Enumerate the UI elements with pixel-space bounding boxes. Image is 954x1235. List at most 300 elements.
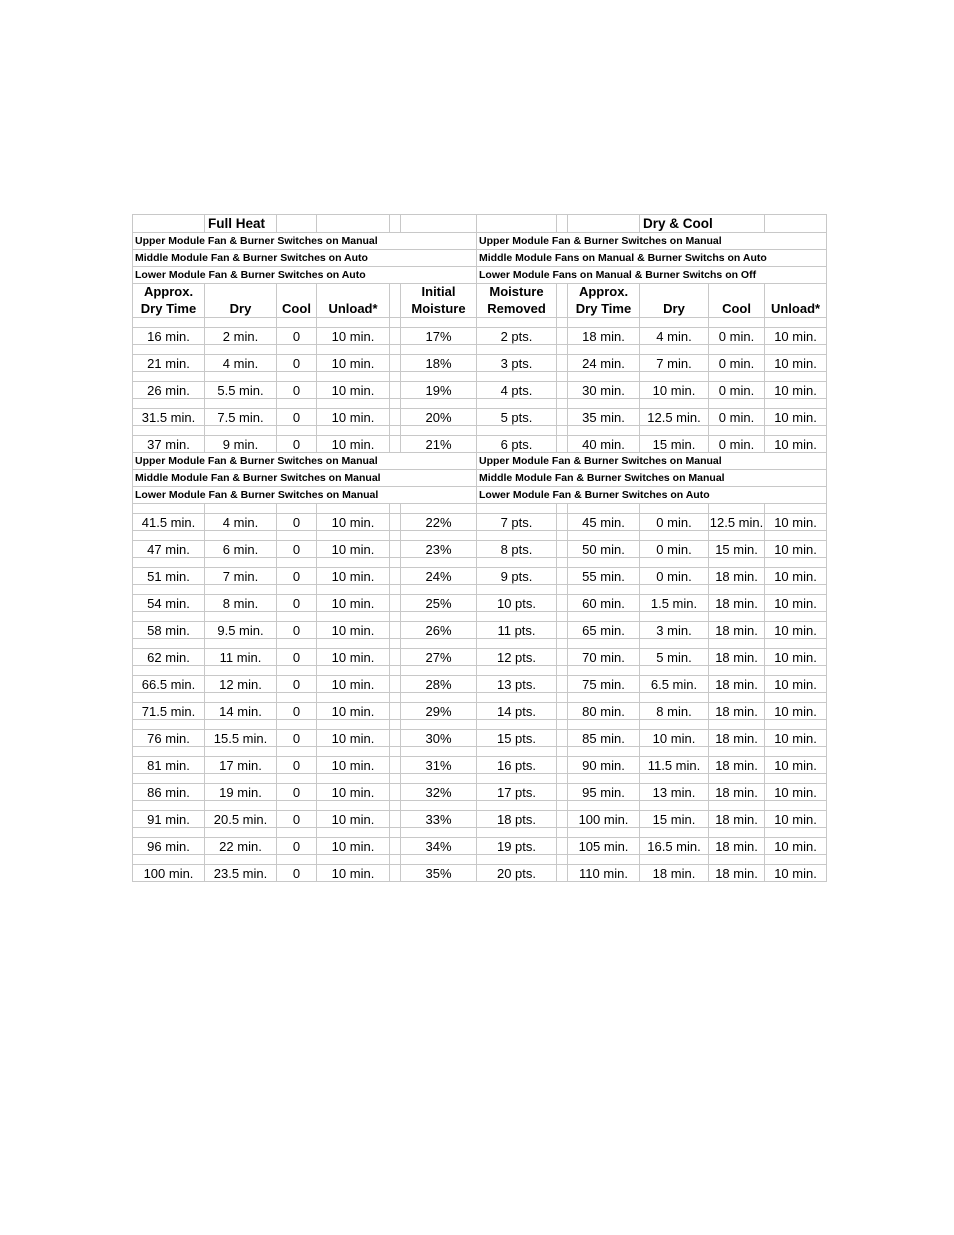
grid-cell (568, 426, 640, 436)
grid-cell (390, 382, 401, 399)
data-cell: 0 min. (640, 568, 709, 585)
table-row (133, 568, 827, 585)
data-cell: 18 min. (709, 622, 765, 639)
grid-cell (205, 639, 277, 649)
grid-cell (205, 855, 277, 865)
grid-cell (557, 541, 568, 558)
grid-cell (557, 828, 568, 838)
grid-cell (709, 585, 765, 595)
data-cell: 66.5 min. (133, 676, 205, 693)
spacer-row (133, 372, 827, 382)
data-cell: 0 (277, 328, 317, 345)
grid-cell (277, 504, 317, 514)
grid-cell (557, 676, 568, 693)
right-switch-setting: Lower Module Fan & Burner Switches on Auto (477, 487, 827, 504)
grid-cell (477, 558, 557, 568)
grid-cell (557, 284, 568, 300)
grid-cell (765, 774, 827, 784)
data-cell: 105 min. (568, 838, 640, 855)
grid-cell (557, 558, 568, 568)
grid-cell (640, 693, 709, 703)
grid-cell (765, 531, 827, 541)
data-cell: 65 min. (568, 622, 640, 639)
left-switch-setting: Middle Module Fan & Burner Switches on Manual (133, 470, 477, 487)
data-cell: 3 min. (640, 622, 709, 639)
data-cell: 80 min. (568, 703, 640, 720)
grid-cell (557, 504, 568, 514)
grid-cell (401, 720, 477, 730)
data-cell: 10 min. (317, 355, 390, 372)
grid-cell (277, 215, 317, 233)
data-cell: 5.5 min. (205, 382, 277, 399)
grid-cell (557, 514, 568, 531)
grid-cell (765, 426, 827, 436)
grid-cell (568, 747, 640, 757)
grid-cell (317, 801, 390, 811)
data-cell: 90 min. (568, 757, 640, 774)
grid-cell (557, 622, 568, 639)
data-cell: 11.5 min. (640, 757, 709, 774)
grid-cell (390, 612, 401, 622)
grid-cell (133, 612, 205, 622)
grid-cell (709, 720, 765, 730)
grid-cell (317, 215, 390, 233)
column-header: Initial (401, 284, 477, 300)
data-cell: 3 pts. (477, 355, 557, 372)
grid-cell (557, 855, 568, 865)
grid-cell (205, 747, 277, 757)
grid-cell (401, 531, 477, 541)
grid-cell (640, 345, 709, 355)
data-cell: 10 min. (765, 730, 827, 747)
grid-cell (765, 558, 827, 568)
grid-cell (277, 639, 317, 649)
column-header: Moisture (401, 299, 477, 318)
data-cell: 18 min. (709, 676, 765, 693)
spacer-row (133, 426, 827, 436)
data-cell: 0 min. (640, 514, 709, 531)
grid-cell (390, 838, 401, 855)
grid-cell (401, 639, 477, 649)
grid-cell (568, 774, 640, 784)
grid-cell (317, 372, 390, 382)
grid-cell (205, 801, 277, 811)
data-cell: 18 pts. (477, 811, 557, 828)
section-title-row (133, 215, 827, 233)
grid-cell (765, 345, 827, 355)
grid-cell (401, 504, 477, 514)
grid-cell (277, 558, 317, 568)
data-cell: 8 min. (205, 595, 277, 612)
switch-setting-row (133, 487, 827, 504)
grid-cell (765, 318, 827, 328)
grid-cell (557, 426, 568, 436)
data-cell: 31% (401, 757, 477, 774)
grid-cell (557, 811, 568, 828)
data-cell: 10 min. (765, 568, 827, 585)
table-row (133, 757, 827, 774)
grid-cell (133, 693, 205, 703)
grid-cell (557, 720, 568, 730)
table-row (133, 595, 827, 612)
grid-cell (390, 328, 401, 345)
grid-cell (277, 345, 317, 355)
grid-cell (765, 801, 827, 811)
data-cell: 0 (277, 811, 317, 828)
grid-cell (765, 585, 827, 595)
grid-cell (390, 215, 401, 233)
data-cell: 6.5 min. (640, 676, 709, 693)
grid-cell (133, 666, 205, 676)
spacer-row (133, 801, 827, 811)
grid-cell (640, 504, 709, 514)
data-cell: 85 min. (568, 730, 640, 747)
column-header (390, 284, 401, 300)
grid-cell (277, 612, 317, 622)
grid-cell (277, 426, 317, 436)
data-cell: 25% (401, 595, 477, 612)
data-cell: 0 (277, 436, 317, 453)
grid-cell (390, 345, 401, 355)
data-cell: 14 min. (205, 703, 277, 720)
column-header: Dry (205, 299, 277, 318)
drying-time-spreadsheet (132, 214, 826, 882)
grid-cell (477, 372, 557, 382)
data-cell: 21% (401, 436, 477, 453)
grid-cell (709, 693, 765, 703)
grid-cell (277, 399, 317, 409)
grid-cell (133, 426, 205, 436)
data-cell: 10 min. (765, 811, 827, 828)
column-header: Dry (640, 299, 709, 318)
data-cell: 10 min. (765, 865, 827, 882)
data-cell: 0 (277, 784, 317, 801)
data-cell: 10 min. (765, 514, 827, 531)
table-row (133, 409, 827, 426)
grid-cell (205, 693, 277, 703)
data-cell: 10 pts. (477, 595, 557, 612)
grid-cell (477, 828, 557, 838)
dry-cool-title: Dry & Cool (640, 215, 765, 233)
grid-cell (477, 639, 557, 649)
grid-cell (557, 757, 568, 774)
grid-cell (205, 399, 277, 409)
header-row-top (133, 284, 827, 300)
grid-cell (709, 774, 765, 784)
data-cell: 45 min. (568, 514, 640, 531)
grid-cell (557, 215, 568, 233)
grid-cell (205, 426, 277, 436)
grid-cell (709, 426, 765, 436)
left-switch-setting: Lower Module Fan & Burner Switches on Auto (133, 267, 477, 284)
grid-cell (568, 639, 640, 649)
grid-cell (640, 426, 709, 436)
grid-cell (477, 585, 557, 595)
grid-cell (390, 784, 401, 801)
switch-setting-row (133, 233, 827, 250)
grid-cell (390, 436, 401, 453)
grid-cell (557, 399, 568, 409)
grid-cell (557, 774, 568, 784)
grid-cell (390, 693, 401, 703)
data-cell: 31.5 min. (133, 409, 205, 426)
grid-cell (133, 504, 205, 514)
data-cell: 19 pts. (477, 838, 557, 855)
grid-cell (390, 639, 401, 649)
data-cell: 54 min. (133, 595, 205, 612)
grid-cell (317, 747, 390, 757)
data-cell: 4 min. (205, 355, 277, 372)
spacer-row (133, 828, 827, 838)
data-cell: 12.5 min. (640, 409, 709, 426)
data-cell: 5 min. (640, 649, 709, 666)
grid-cell (557, 666, 568, 676)
grid-cell (557, 784, 568, 801)
right-switch-setting: Middle Module Fan & Burner Switches on Manual (477, 470, 827, 487)
data-cell: 75 min. (568, 676, 640, 693)
grid-cell (401, 855, 477, 865)
column-header: Approx. (568, 284, 640, 300)
grid-cell (390, 676, 401, 693)
spacer-row (133, 318, 827, 328)
grid-cell (390, 568, 401, 585)
grid-cell (557, 299, 568, 318)
grid-cell (390, 666, 401, 676)
data-cell: 10 min. (317, 514, 390, 531)
data-cell: 0 (277, 568, 317, 585)
grid-cell (317, 426, 390, 436)
data-cell: 6 min. (205, 541, 277, 558)
grid-cell (709, 801, 765, 811)
grid-cell (390, 541, 401, 558)
grid-cell (390, 399, 401, 409)
data-cell: 10 min. (765, 622, 827, 639)
data-cell: 10 min. (317, 595, 390, 612)
grid-cell (557, 649, 568, 666)
grid-cell (557, 801, 568, 811)
table-row (133, 436, 827, 453)
column-header: Unload* (765, 299, 827, 318)
data-cell: 10 min. (317, 436, 390, 453)
grid-cell (390, 730, 401, 747)
right-switch-setting: Middle Module Fans on Manual & Burner Switchs on Auto (477, 250, 827, 267)
grid-cell (317, 531, 390, 541)
data-cell: 0 min. (709, 328, 765, 345)
left-switch-setting: Lower Module Fan & Burner Switches on Manual (133, 487, 477, 504)
data-cell: 30% (401, 730, 477, 747)
grid-cell (568, 585, 640, 595)
grid-cell (317, 828, 390, 838)
data-cell: 60 min. (568, 595, 640, 612)
data-cell: 5 pts. (477, 409, 557, 426)
data-cell: 17 pts. (477, 784, 557, 801)
grid-cell (133, 399, 205, 409)
data-cell: 30 min. (568, 382, 640, 399)
data-cell: 16.5 min. (640, 838, 709, 855)
data-cell: 32% (401, 784, 477, 801)
data-cell: 17 min. (205, 757, 277, 774)
grid-cell (317, 345, 390, 355)
table-row (133, 541, 827, 558)
grid-cell (477, 612, 557, 622)
grid-cell (205, 531, 277, 541)
grid-cell (390, 409, 401, 426)
grid-cell (640, 666, 709, 676)
grid-cell (709, 504, 765, 514)
grid-cell (390, 504, 401, 514)
grid-cell (765, 399, 827, 409)
table-row (133, 811, 827, 828)
data-cell: 50 min. (568, 541, 640, 558)
data-cell: 0 (277, 838, 317, 855)
data-cell: 34% (401, 838, 477, 855)
left-switch-setting: Middle Module Fan & Burner Switches on Auto (133, 250, 477, 267)
grid-cell (317, 639, 390, 649)
table-row (133, 355, 827, 372)
data-cell: 86 min. (133, 784, 205, 801)
data-cell: 0 (277, 865, 317, 882)
grid-cell (133, 558, 205, 568)
column-header (709, 284, 765, 300)
grid-cell (390, 355, 401, 372)
switch-setting-row (133, 470, 827, 487)
grid-cell (568, 855, 640, 865)
data-cell: 10 min. (765, 595, 827, 612)
grid-cell (568, 215, 640, 233)
grid-cell (557, 838, 568, 855)
spacer-row (133, 558, 827, 568)
data-cell: 9 min. (205, 436, 277, 453)
data-cell: 10 min. (640, 730, 709, 747)
data-cell: 10 min. (317, 757, 390, 774)
grid-cell (133, 531, 205, 541)
grid-cell (390, 318, 401, 328)
grid-cell (390, 828, 401, 838)
grid-cell (205, 828, 277, 838)
column-header: Cool (277, 299, 317, 318)
column-header: Dry Time (133, 299, 205, 318)
data-cell: 24% (401, 568, 477, 585)
data-cell: 12 pts. (477, 649, 557, 666)
grid-cell (317, 666, 390, 676)
data-cell: 10 min. (765, 649, 827, 666)
data-cell: 0 (277, 541, 317, 558)
grid-cell (765, 828, 827, 838)
data-cell: 10 min. (317, 541, 390, 558)
grid-cell (557, 585, 568, 595)
grid-cell (640, 372, 709, 382)
grid-cell (477, 399, 557, 409)
grid-cell (390, 426, 401, 436)
grid-cell (557, 355, 568, 372)
data-cell: 18 min. (640, 865, 709, 882)
grid-cell (640, 318, 709, 328)
table-row (133, 382, 827, 399)
grid-cell (709, 639, 765, 649)
data-cell: 8 min. (640, 703, 709, 720)
spacer-row (133, 720, 827, 730)
grid-cell (477, 215, 557, 233)
grid-cell (568, 504, 640, 514)
grid-cell (709, 612, 765, 622)
grid-cell (277, 585, 317, 595)
table-row (133, 838, 827, 855)
grid-cell (205, 666, 277, 676)
table-row (133, 514, 827, 531)
column-header (277, 284, 317, 300)
data-cell: 18 min. (709, 811, 765, 828)
grid-cell (557, 345, 568, 355)
data-cell: 4 pts. (477, 382, 557, 399)
data-cell: 0 (277, 595, 317, 612)
grid-cell (709, 666, 765, 676)
column-header (765, 284, 827, 300)
data-cell: 1.5 min. (640, 595, 709, 612)
data-cell: 96 min. (133, 838, 205, 855)
data-cell: 2 min. (205, 328, 277, 345)
grid-cell (568, 345, 640, 355)
data-cell: 10 min. (640, 382, 709, 399)
grid-cell (390, 595, 401, 612)
data-cell: 91 min. (133, 811, 205, 828)
grid-cell (277, 855, 317, 865)
grid-cell (133, 828, 205, 838)
data-cell: 4 min. (205, 514, 277, 531)
grid-cell (477, 666, 557, 676)
grid-cell (277, 318, 317, 328)
grid-cell (568, 666, 640, 676)
data-cell: 18 min. (709, 649, 765, 666)
grid-cell (205, 612, 277, 622)
grid-cell (709, 399, 765, 409)
data-cell: 10 min. (317, 838, 390, 855)
grid-cell (477, 318, 557, 328)
grid-cell (568, 372, 640, 382)
grid-cell (557, 372, 568, 382)
grid-cell (568, 318, 640, 328)
data-cell: 0 (277, 382, 317, 399)
grid-cell (205, 558, 277, 568)
grid-cell (640, 747, 709, 757)
spacer-row (133, 504, 827, 514)
data-cell: 18 min. (709, 784, 765, 801)
grid-cell (765, 372, 827, 382)
grid-cell (557, 382, 568, 399)
grid-cell (205, 372, 277, 382)
grid-cell (277, 666, 317, 676)
data-cell: 33% (401, 811, 477, 828)
full-heat-title: Full Heat (205, 215, 277, 233)
data-cell: 10 min. (765, 676, 827, 693)
grid-cell (477, 855, 557, 865)
data-cell: 10 min. (765, 382, 827, 399)
column-header (390, 299, 401, 318)
grid-cell (765, 612, 827, 622)
grid-cell (557, 531, 568, 541)
grid-cell (390, 747, 401, 757)
grid-cell (390, 720, 401, 730)
grid-cell (277, 720, 317, 730)
grid-cell (640, 558, 709, 568)
data-cell: 100 min. (568, 811, 640, 828)
grid-cell (133, 801, 205, 811)
switch-setting-row (133, 267, 827, 284)
data-cell: 35% (401, 865, 477, 882)
column-header: Cool (709, 299, 765, 318)
grid-cell (401, 693, 477, 703)
right-switch-setting: Upper Module Fan & Burner Switches on Manual (477, 233, 827, 250)
data-cell: 18 min. (568, 328, 640, 345)
